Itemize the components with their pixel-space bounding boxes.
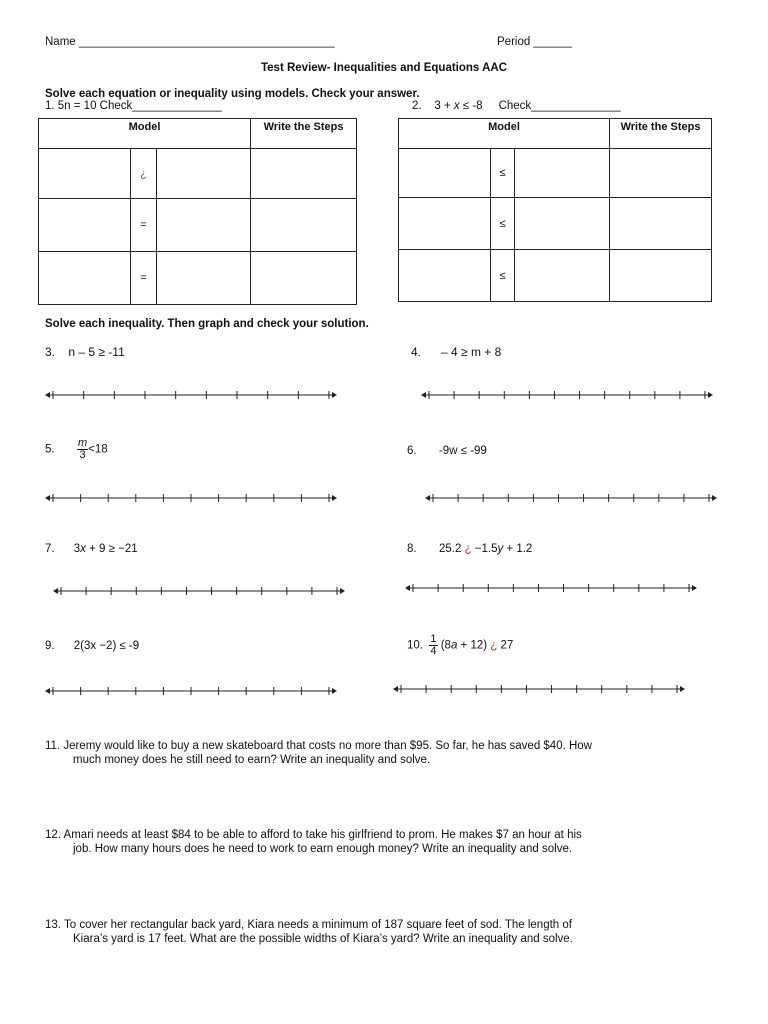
number-line-10[interactable]: [0, 683, 768, 695]
model-left-cell[interactable]: [399, 250, 491, 302]
steps-cell[interactable]: [610, 149, 712, 198]
arrow-left-icon: [405, 585, 410, 591]
number-line-4[interactable]: [0, 389, 768, 401]
problem-10-c: 27: [497, 639, 514, 652]
word-problem-text: 12. Amari needs at least $84 to be able to afford to take his girlfriend to prom. He makes $7 an hour at his: [45, 829, 582, 841]
model-right-cell[interactable]: [515, 250, 610, 302]
arrow-right-icon: [708, 392, 713, 398]
problem-10-b: + 12): [457, 639, 491, 652]
steps-cell[interactable]: [251, 199, 357, 252]
arrow-right-icon: [680, 686, 685, 692]
arrow-right-icon: [692, 585, 697, 591]
model-left-cell[interactable]: [39, 149, 131, 199]
word-problem-text-cont: much money does he still need to earn? Write an inequality and solve.: [73, 754, 431, 766]
problem-8-symbol: ¿: [464, 543, 472, 555]
model-right-cell[interactable]: [515, 149, 610, 198]
steps-header: Write the Steps: [251, 119, 357, 149]
model-right-cell[interactable]: [157, 199, 251, 252]
problem-10-a: (8: [440, 639, 451, 652]
word-problem-12: [45, 828, 735, 856]
problem-2-expr-b: ≤ -8: [459, 100, 483, 112]
steps-cell[interactable]: [251, 252, 357, 305]
steps-cell[interactable]: [610, 250, 712, 302]
problem-8-var: y: [497, 543, 504, 555]
problem-10: [407, 634, 513, 657]
problem-2-var: x: [453, 100, 460, 112]
problem-10-var: a: [450, 639, 458, 652]
problem-1-label: 1. 5n = 10 Check______________: [45, 100, 222, 112]
problem-2-number: 2.: [412, 100, 422, 112]
fraction-denominator: 4: [430, 645, 437, 657]
problem-3: [45, 345, 125, 359]
model-left-cell[interactable]: [39, 199, 131, 252]
word-problem-text-cont: Kiara’s yard is 17 feet. What are the possible widths of Kiara’s yard? Write an inequality and solve.: [73, 933, 573, 945]
problem-2-check: Check______________: [498, 100, 621, 112]
problem-8-b: −1.5: [471, 543, 498, 555]
model-right-cell[interactable]: [515, 198, 610, 250]
fraction: [77, 438, 88, 461]
problem-5-number: 5.: [45, 443, 55, 456]
arrow-left-icon: [421, 392, 426, 398]
steps-cell[interactable]: [251, 149, 357, 199]
model-header: Model: [399, 119, 610, 149]
problem-8-c: + 1.2: [503, 543, 533, 555]
problem-6-number: 6.: [407, 445, 417, 457]
period-field[interactable]: Period ______: [497, 36, 572, 48]
relation-symbol: ≤: [491, 250, 515, 302]
problem-4-number: 4.: [411, 345, 422, 359]
word-problem-text: 13. To cover her rectangular back yard, Kiara needs a minimum of 187 square feet of sod. The length of: [45, 919, 572, 931]
fraction-numerator: m: [77, 437, 88, 449]
relation-symbol: ¿: [131, 149, 157, 199]
section1-instruction: Solve each equation or inequality using models. Check your answer.: [45, 88, 420, 100]
word-problem-text: 11. Jeremy would like to buy a new skateboard that costs no more than $95. So far, he has saved $40. How: [45, 740, 592, 752]
relation-symbol: ≤: [491, 198, 515, 250]
number-line-8[interactable]: [0, 582, 768, 594]
word-problem-text-cont: job. How many hours does he need to work to earn enough money? Write an inequality and solve.: [73, 843, 573, 855]
problem-4: [411, 345, 501, 359]
arrow-left-icon: [425, 495, 430, 501]
relation-symbol: =: [131, 199, 157, 252]
model-right-cell[interactable]: [157, 149, 251, 199]
relation-symbol: =: [131, 252, 157, 305]
arrow-right-icon: [712, 495, 717, 501]
model-table-2: [398, 118, 712, 302]
number-line-6[interactable]: [0, 492, 768, 504]
problem-4-expr: – 4 ≥ m + 8: [441, 345, 502, 359]
model-right-cell[interactable]: [157, 252, 251, 305]
page-title: Test Review- Inequalities and Equations AAC: [260, 62, 507, 74]
steps-header: Write the Steps: [610, 119, 712, 149]
problem-2-label: [412, 100, 621, 112]
steps-cell[interactable]: [610, 198, 712, 250]
problem-9-expr: 2(3x −2) ≤ -9: [73, 640, 140, 652]
name-field[interactable]: Name ________________________________________: [45, 36, 335, 48]
model-table-1: [38, 118, 357, 305]
problem-7: [45, 543, 138, 555]
problem-9-number: 9.: [45, 640, 55, 652]
fraction: [429, 634, 437, 657]
problem-5-rest: <18: [88, 443, 108, 456]
arrow-left-icon: [393, 686, 398, 692]
problem-7-number: 7.: [45, 543, 55, 555]
model-left-cell[interactable]: [399, 198, 491, 250]
problem-3-number: 3.: [45, 345, 56, 359]
problem-6: [407, 445, 487, 457]
problem-9: [45, 640, 139, 652]
relation-symbol: ≤: [491, 149, 515, 198]
problem-7-b: + 9 ≥ −21: [85, 543, 138, 555]
model-header: Model: [39, 119, 251, 149]
problem-8: [407, 543, 532, 555]
problem-5: [45, 438, 108, 461]
fraction-denominator: 3: [79, 449, 86, 461]
model-left-cell[interactable]: [39, 252, 131, 305]
fraction-numerator: 1: [430, 633, 437, 645]
section2-instruction: Solve each inequality. Then graph and check your solution.: [45, 318, 369, 330]
problem-8-number: 8.: [407, 543, 417, 555]
problem-10-symbol: ¿: [490, 639, 498, 652]
word-problem-13: [45, 918, 735, 946]
problem-2-expr-a: 3 +: [434, 100, 454, 112]
problem-7-a: 3: [73, 543, 81, 555]
word-problem-11: [45, 739, 735, 767]
problem-7-var: x: [80, 543, 86, 555]
problem-6-expr: -9w ≤ -99: [438, 445, 487, 457]
problem-3-expr: n – 5 ≥ -11: [68, 345, 125, 359]
model-left-cell[interactable]: [399, 149, 491, 198]
problem-10-number: 10.: [407, 639, 423, 652]
problem-8-a: 25.2: [438, 543, 465, 555]
